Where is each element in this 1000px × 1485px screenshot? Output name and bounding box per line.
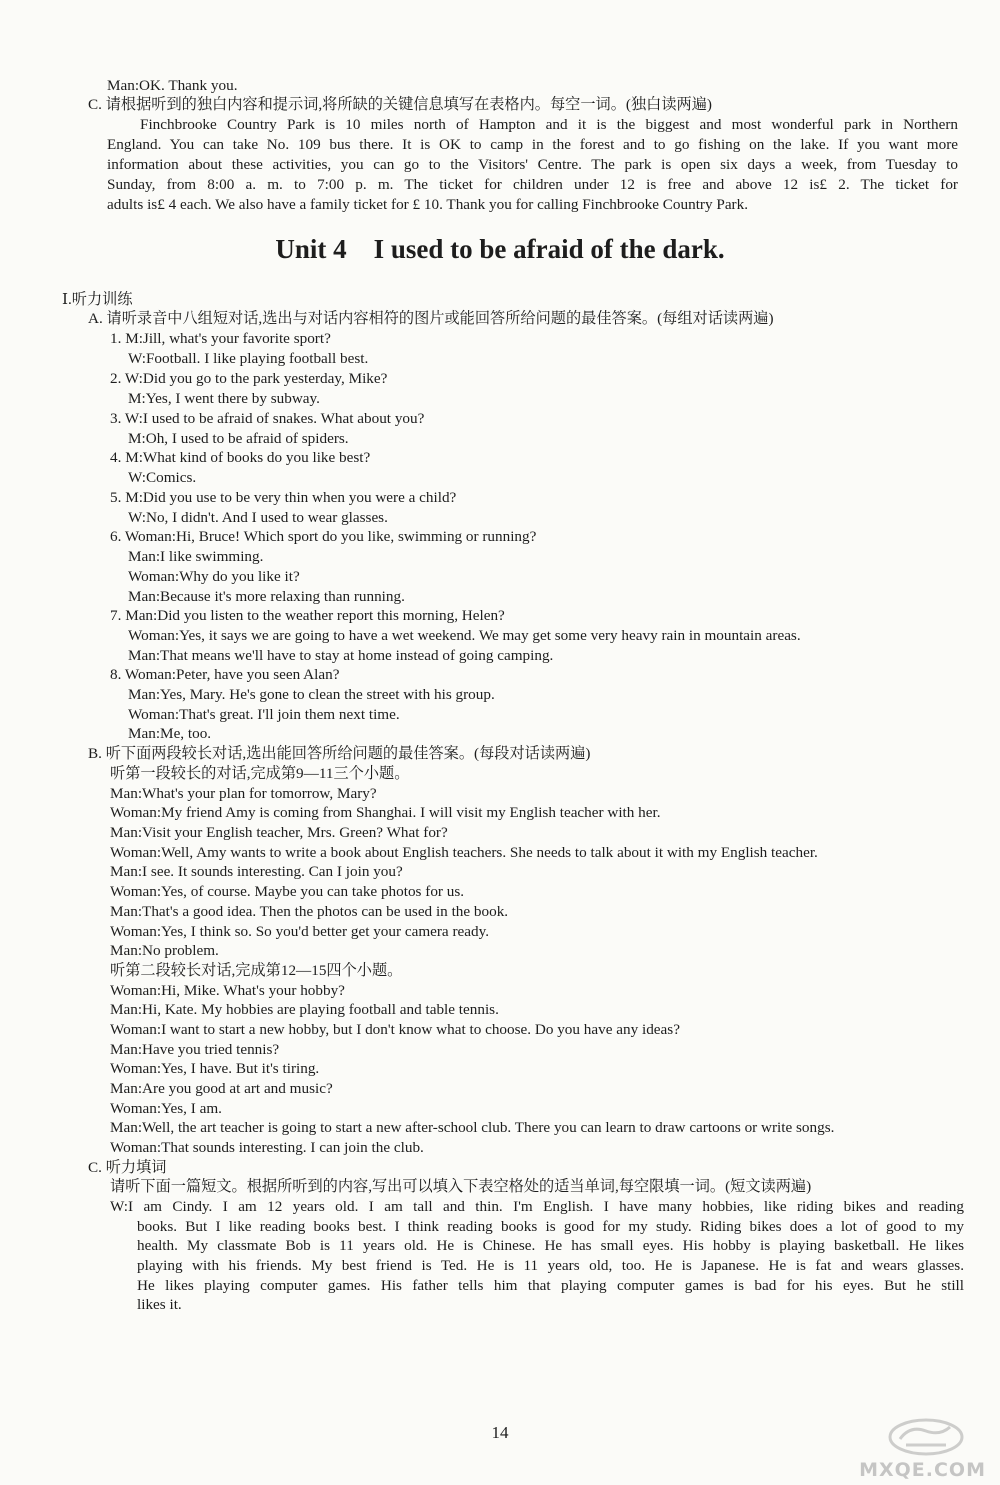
passage-line: W:I am Cindy. I am 12 years old. I am tall and thin. I'm English. I have many hobbies, like riding bikes and reading (110, 1198, 964, 1215)
dialogue-line: Man:Have you tried tennis? (110, 1041, 280, 1058)
dialogue-line: Man:Yes, Mary. He's gone to clean the street with his group. (128, 686, 495, 703)
passage-line: likes it. (137, 1296, 182, 1313)
dialogue-line: Woman:That sounds interesting. I can join the club. (110, 1139, 424, 1156)
dialogue-line: Man:I like swimming. (128, 548, 264, 565)
dialogue-line: W:Football. I like playing football best. (128, 350, 369, 367)
monologue-line: Finchbrooke Country Park is 10 miles north of Hampton and it is the biggest and most wonderful park in Northern (140, 116, 958, 133)
dialogue-line: M:Yes, I went there by subway. (128, 390, 320, 407)
dialogue-line: Man:Are you good at art and music? (110, 1080, 333, 1097)
dialogue-line: 4. M:What kind of books do you like best? (110, 449, 371, 466)
monologue-line: England. You can take No. 109 bus there. It is OK to camp in the forest and to go fishing on the lake. If you want more (107, 136, 958, 153)
dialogue-line: Woman:Hi, Mike. What's your hobby? (110, 982, 345, 999)
dialogue-line: Man:Because it's more relaxing than running. (128, 588, 405, 605)
dialogue-line: Woman:My friend Amy is coming from Shanghai. I will visit my English teacher with her. (110, 804, 661, 821)
dialogue-line: W:No, I didn't. And I used to wear glasses. (128, 509, 388, 526)
passage-line: He likes playing computer games. His father tells him that playing computer games is bad for his eyes. But he still (137, 1277, 964, 1294)
monologue-line: adults is£ 4 each. We also have a family ticket for £ 10. Thank you for calling Finchbrooke Country Park. (107, 196, 749, 213)
dialogue-line: Woman:Why do you like it? (128, 568, 300, 585)
page-number: 14 (491, 1423, 509, 1442)
dialogue-line: Man:Me, too. (128, 725, 212, 742)
dialogue-line: Woman:That's great. I'll join them next time. (128, 706, 400, 723)
passage-line: health. My classmate Bob is 11 years old. He is Chinese. He has small eyes. His hobby is playing basketball. He likes (137, 1237, 964, 1254)
passage-line: playing with his friends. My best friend is Ted. He is 11 years old, too. He is Japanese. He is fat and wears glasses. (137, 1257, 964, 1274)
dialogue-line: Man:OK. Thank you. (107, 77, 238, 94)
dialogue-line: Man:That means we'll have to stay at home instead of going camping. (128, 647, 554, 664)
part-c-instruction: 请听下面一篇短文。根据所听到的内容,写出可以填入下表空格处的适当单词,每空限填一词。(短文读两遍) (110, 1178, 812, 1195)
dialogue-line: 3. W:I used to be afraid of snakes. What about you? (110, 410, 425, 427)
dialogue-line: 6. Woman:Hi, Bruce! Which sport do you like, swimming or running? (110, 528, 537, 545)
sub-instruction: 听第一段较长的对话,完成第9—11三个小题。 (110, 765, 410, 782)
section-heading: Ⅰ.听力训练 (62, 291, 133, 308)
dialogue-line: Woman:Yes, it says we are going to have a wet weekend. We may get some very heavy rain in mountain areas. (128, 627, 801, 644)
monologue-line: Sunday, from 8:00 a. m. to 7:00 p. m. The ticket for children under 12 is free and above 12 is£ 2. The ticket for (107, 176, 958, 193)
dialogue-line: Woman:Yes, I have. But it's tiring. (110, 1060, 320, 1077)
part-c-heading: C. 听力填词 (88, 1159, 167, 1176)
answer-stamp-logo-icon (886, 1417, 966, 1457)
dialogue-line: Woman:Yes, of course. Maybe you can take photos for us. (110, 883, 465, 900)
dialogue-line: 7. Man:Did you listen to the weather report this morning, Helen? (110, 607, 505, 624)
dialogue-line: Man:Hi, Kate. My hobbies are playing football and table tennis. (110, 1001, 499, 1018)
dialogue-line: Woman:Well, Amy wants to write a book about English teachers. She needs to talk about it with my English teacher. (110, 844, 818, 861)
dialogue-line: Man:I see. It sounds interesting. Can I join you? (110, 863, 403, 880)
part-b-instruction: B. 听下面两段较长对话,选出能回答所给问题的最佳答案。(每段对话读两遍) (88, 745, 591, 762)
passage-line: books. But I like reading books best. I think reading books is good for my study. Riding bikes does a lot of good to my (137, 1218, 964, 1235)
dialogue-line: Man:Visit your English teacher, Mrs. Green? What for? (110, 824, 448, 841)
dialogue-line: Man:That's a good idea. Then the photos can be used in the book. (110, 903, 509, 920)
dialogue-line: 8. Woman:Peter, have you seen Alan? (110, 666, 340, 683)
monologue-line: information about these activities, you can go to the Visitors' Centre. The park is open six days a week, from Tuesday to (107, 156, 958, 173)
dialogue-line: Man:Well, the art teacher is going to start a new after-school club. There you can learn to draw cartoons or write songs. (110, 1119, 835, 1136)
dialogue-line: 5. M:Did you use to be very thin when you were a child? (110, 489, 457, 506)
dialogue-line: Woman:Yes, I am. (110, 1100, 222, 1117)
part-a-instruction: A. 请听录音中八组短对话,选出与对话内容相符的图片或能回答所给问题的最佳答案。(每组对话读两遍) (88, 310, 774, 327)
watermark-url: MXQE.COM (859, 1459, 986, 1481)
dialogue-line: Man:What's your plan for tomorrow, Mary? (110, 785, 377, 802)
dialogue-line: M:Oh, I used to be afraid of spiders. (128, 430, 349, 447)
dialogue-line: 2. W:Did you go to the park yesterday, Mike? (110, 370, 388, 387)
dialogue-line: Woman:I want to start a new hobby, but I don't know what to choose. Do you have any ideas? (110, 1021, 680, 1038)
watermark (816, 1417, 986, 1481)
section-instruction: C. 请根据听到的独白内容和提示词,将所缺的关键信息填写在表格内。每空一词。(独白读两遍) (88, 96, 712, 113)
dialogue-line: W:Comics. (128, 469, 197, 486)
unit-title: Unit 4 I used to be afraid of the dark. (275, 234, 725, 264)
sub-instruction: 听第二段较长对话,完成第12—15四个小题。 (110, 962, 403, 979)
dialogue-line: 1. M:Jill, what's your favorite sport? (110, 330, 331, 347)
dialogue-line: Man:No problem. (110, 942, 219, 959)
dialogue-line: Woman:Yes, I think so. So you'd better get your camera ready. (110, 923, 490, 940)
